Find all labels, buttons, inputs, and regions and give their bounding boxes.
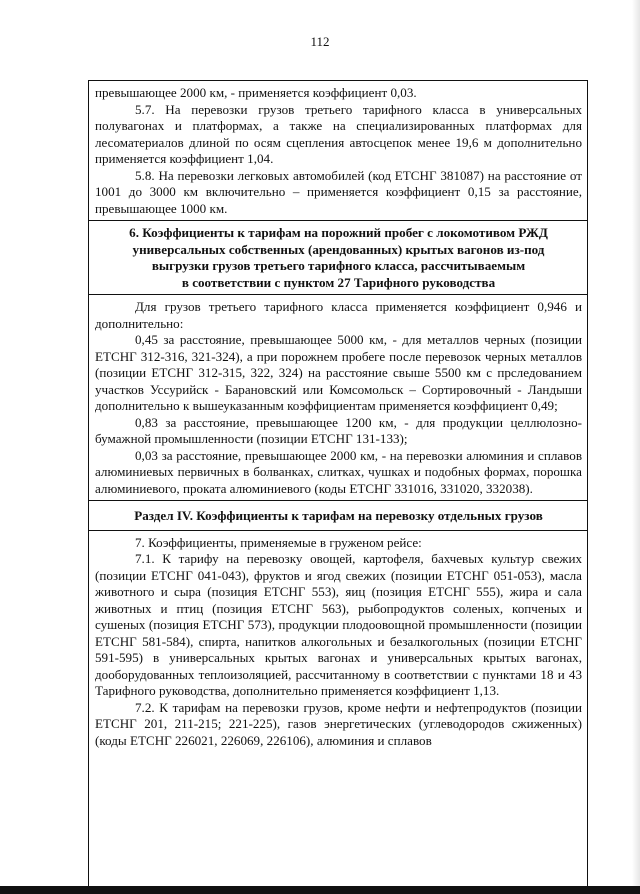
paragraph: Для грузов третьего тарифного класса применяется коэффициент 0,946 и дополнительно:	[95, 299, 582, 331]
paragraph: 7.2. К тарифам на перевозки грузов, кроме нефти и нефтепродуктов (позиции ЕТСНГ 201, 211-215; 221-225), газов энергетических (углеводородов сжиженных) (коды ЕТСНГ 226021, 226069, 226106), алюминия и сплавов	[95, 699, 582, 748]
paragraph: 5.8. На перевозки легковых автомобилей (код ЕТСНГ 381087) на расстояние от 1001 до 3000 км включительно – применяется коэффициент 0,15 за расстояние, превышающее 1000 км.	[95, 167, 582, 216]
table-cell-section-6	[89, 295, 587, 501]
scan-edge-shadow	[632, 0, 640, 894]
heading-line: универсальных собственных (арендованных) крытых вагонов из-под	[132, 241, 545, 257]
section-iv-heading	[89, 501, 587, 531]
scan-bottom-edge	[0, 886, 640, 894]
table-cell-continuation	[89, 81, 587, 221]
paragraph: 0,45 за расстояние, превышающее 5000 км, - для металлов черных (позиции ЕТСНГ 312-316, 321-324), а при порожнем пробеге после перевозок черных металлов (позиции ЕТСНГ 312-315, 322, 324) на расстояние свыше 5500 км с прследованием участков Уссурийск - Барановский или Комсомольск – Сортировочный - Ландыши дополнительно к вышеуказанным коэффициентам применяется коэффициент 0,49;	[95, 332, 582, 413]
heading-line: выгрузки грузов третьего тарифного класса, рассчитываемым	[151, 258, 526, 273]
page-number: 112	[310, 34, 330, 49]
paragraph: 7. Коэффициенты, применяемые в груженом рейсе:	[135, 534, 422, 550]
document-table	[88, 80, 588, 894]
paragraph: 7.1. К тарифу на перевозку овощей, картофеля, бахчевых культур свежих (позиции ЕТСНГ 041-043), фруктов и ягод свежих (позиции ЕТСНГ 051-053), масла животного и сыра (позиция ЕТСНГ 553), яиц (позиция ЕТСНГ 555), жира и сала животных и птиц (позиция ЕТСНГ 563), рыбопродуктов соленых, копченых и сушеных (позиция ЕТСНГ 573), продукции плодоовощной промышленности (позиции ЕТСНГ 581-584), спирта, напитков алкогольных и безалкогольных (позиции ЕТСНГ 591-595) в универсальных крытых вагонах и универсальных крытых вагонах, дооборудованных теплоизоляцией, рассчитанному в соответствии с пунктами 18 и 43 Тарифного руководства, дополнительно применяется коэффициент 1,13.	[95, 551, 582, 698]
section-title: Раздел IV. Коэффициенты к тарифам на перевозку отдельных грузов	[134, 508, 543, 523]
heading-line: 6. Коэффициенты к тарифам на порожний пробег с локомотивом РЖД	[129, 225, 548, 240]
paragraph: 0,03 за расстояние, превышающее 2000 км, - на перевозки алюминия и сплавов алюминиевых первичных в болванках, слитках, чушках и подобных формах, порошка алюминиевого, проката алюминиевого (коды ЕТСНГ 331016, 331020, 332038).	[95, 447, 582, 496]
paragraph: превышающее 2000 км, - применяется коэффициент 0,03.	[95, 85, 417, 100]
heading-line: в соответствии с пунктом 27 Тарифного руководства	[181, 274, 496, 290]
table-cell-section-iv	[89, 531, 587, 753]
paragraph: 5.7. На перевозки грузов третьего тарифного класса в универсальных полувагонах и платформах, а также на специализированных платформах для лесоматериалов длиной по осям сцепления автосцепок менее 19,6 м дополнительно применяется коэффициент 1,04.	[95, 101, 582, 166]
section-6-heading	[89, 221, 587, 295]
paragraph: 0,83 за расстояние, превышающее 1200 км, - для продукции целлюлозно-бумажной промышленности (позиции ЕТСНГ 131-133);	[95, 414, 582, 446]
